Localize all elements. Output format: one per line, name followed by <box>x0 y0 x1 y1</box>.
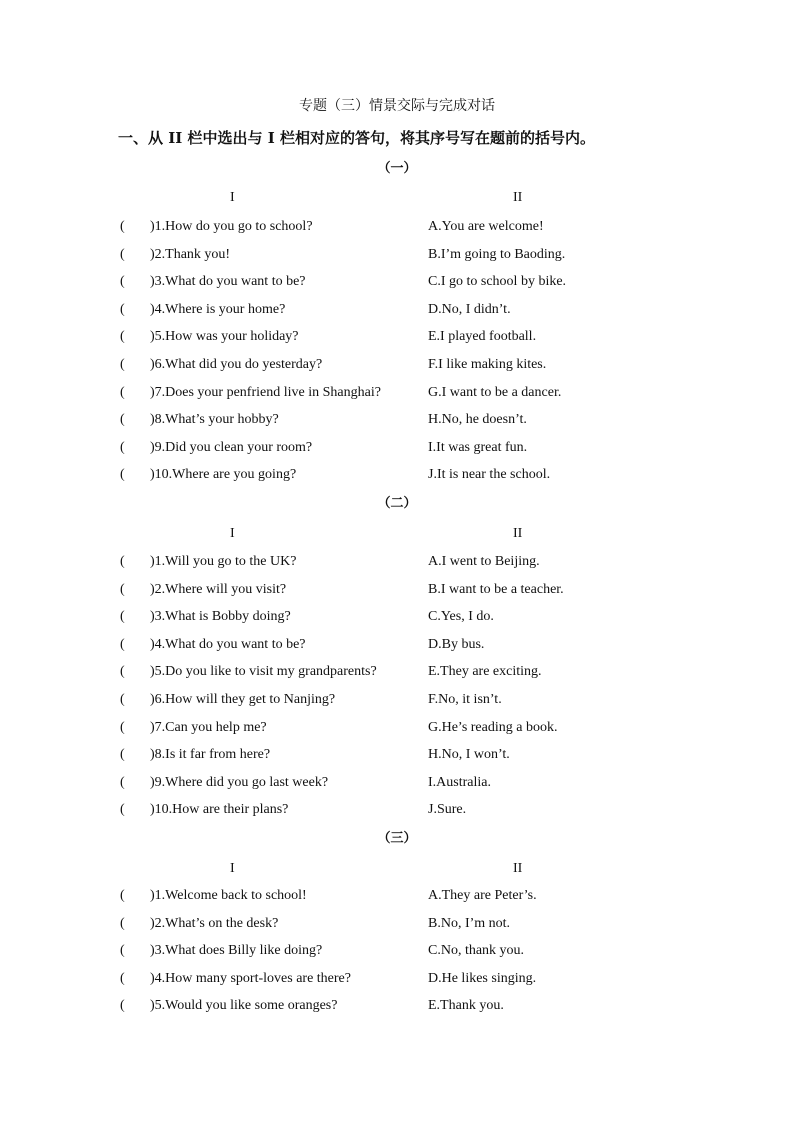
answer-option-text: B.I’m going to Baoding. <box>428 247 566 262</box>
question-text: )5.Would you like some oranges? <box>150 998 338 1013</box>
answer-option-text: I.Australia. <box>428 775 491 790</box>
answer-blank-bracket: ( <box>120 802 125 817</box>
answer-blank-bracket: ( <box>120 998 125 1013</box>
question-text: )7.Can you help me? <box>150 720 267 735</box>
matching-row <box>0 438 794 458</box>
question-text: )3.What does Billy like doing? <box>150 943 323 958</box>
matching-row <box>0 745 794 765</box>
column-header-i: I <box>230 526 235 541</box>
matching-row <box>0 800 794 820</box>
answer-option-text: C.No, thank you. <box>428 943 525 958</box>
matching-row <box>0 941 794 961</box>
column-header-i: I <box>230 861 235 876</box>
question-text: )8.What’s your hobby? <box>150 412 279 427</box>
answer-option-text: D.By bus. <box>428 637 485 652</box>
question-text: )2.What’s on the desk? <box>150 916 279 931</box>
answer-blank-bracket: ( <box>120 692 125 707</box>
answer-blank-bracket: ( <box>120 609 125 624</box>
answer-blank-bracket: ( <box>120 943 125 958</box>
answer-option-text: F.I like making kites. <box>428 357 547 372</box>
question-text: )1.How do you go to school? <box>150 219 313 234</box>
question-text: )2.Where will you visit? <box>150 582 287 597</box>
matching-row <box>0 355 794 375</box>
answer-blank-bracket: ( <box>120 747 125 762</box>
question-text: )1.Welcome back to school! <box>150 888 307 903</box>
matching-row <box>0 300 794 320</box>
matching-row <box>0 914 794 934</box>
answer-option-text: E.They are exciting. <box>428 664 542 679</box>
answer-blank-bracket: ( <box>120 554 125 569</box>
answer-blank-bracket: ( <box>120 274 125 289</box>
answer-option-text: J.Sure. <box>428 802 467 817</box>
question-text: )5.Do you like to visit my grandparents? <box>150 664 377 679</box>
question-text: )6.What did you do yesterday? <box>150 357 323 372</box>
answer-blank-bracket: ( <box>120 412 125 427</box>
answer-option-text: D.No, I didn’t. <box>428 302 511 317</box>
answer-option-text: E.Thank you. <box>428 998 504 1013</box>
answer-blank-bracket: ( <box>120 440 125 455</box>
question-text: )7.Does your penfriend live in Shanghai? <box>150 385 381 400</box>
answer-blank-bracket: ( <box>120 302 125 317</box>
answer-blank-bracket: ( <box>120 720 125 735</box>
section-label: （三） <box>377 831 417 846</box>
matching-row <box>0 690 794 710</box>
matching-row <box>0 773 794 793</box>
answer-option-text: C.I go to school by bike. <box>428 274 567 289</box>
answer-option-text: A.They are Peter’s. <box>428 888 537 903</box>
page-title: 专题（三）情景交际与完成对话 <box>299 98 495 114</box>
question-text: )4.What do you want to be? <box>150 637 306 652</box>
matching-row <box>0 886 794 906</box>
answer-blank-bracket: ( <box>120 582 125 597</box>
column-header-ii: II <box>513 861 523 876</box>
answer-option-text: A.You are welcome! <box>428 219 544 234</box>
answer-option-text: E.I played football. <box>428 329 537 344</box>
answer-blank-bracket: ( <box>120 385 125 400</box>
matching-row <box>0 607 794 627</box>
question-text: )3.What is Bobby doing? <box>150 609 291 624</box>
matching-row <box>0 580 794 600</box>
answer-blank-bracket: ( <box>120 247 125 262</box>
answer-option-text: H.No, I won’t. <box>428 747 510 762</box>
answer-blank-bracket: ( <box>120 916 125 931</box>
answer-blank-bracket: ( <box>120 775 125 790</box>
matching-row <box>0 383 794 403</box>
answer-blank-bracket: ( <box>120 357 125 372</box>
matching-row <box>0 410 794 430</box>
question-text: )6.How will they get to Nanjing? <box>150 692 336 707</box>
matching-row <box>0 662 794 682</box>
answer-blank-bracket: ( <box>120 888 125 903</box>
answer-blank-bracket: ( <box>120 219 125 234</box>
answer-option-text: J.It is near the school. <box>428 467 551 482</box>
section-label: （一） <box>377 161 417 176</box>
question-text: )8.Is it far from here? <box>150 747 271 762</box>
answer-option-text: A.I went to Beijing. <box>428 554 540 569</box>
column-header-ii: II <box>513 526 523 541</box>
question-text: )3.What do you want to be? <box>150 274 306 289</box>
question-text: )10.How are their plans? <box>150 802 289 817</box>
question-text: )5.How was your holiday? <box>150 329 299 344</box>
question-text: )2.Thank you! <box>150 247 231 262</box>
column-header-ii: II <box>513 190 523 205</box>
question-text: )10.Where are you going? <box>150 467 297 482</box>
question-text: )4.How many sport-loves are there? <box>150 971 351 986</box>
answer-option-text: H.No, he doesn’t. <box>428 412 527 427</box>
matching-row <box>0 635 794 655</box>
matching-row <box>0 327 794 347</box>
column-header-i: I <box>230 190 235 205</box>
matching-row <box>0 552 794 572</box>
question-text: )9.Where did you go last week? <box>150 775 329 790</box>
matching-row <box>0 465 794 485</box>
question-text: )4.Where is your home? <box>150 302 286 317</box>
answer-blank-bracket: ( <box>120 329 125 344</box>
question-text: )9.Did you clean your room? <box>150 440 313 455</box>
answer-option-text: C.Yes, I do. <box>428 609 494 624</box>
answer-blank-bracket: ( <box>120 971 125 986</box>
matching-row <box>0 245 794 265</box>
answer-option-text: F.No, it isn’t. <box>428 692 502 707</box>
answer-option-text: G.I want to be a dancer. <box>428 385 562 400</box>
answer-option-text: B.I want to be a teacher. <box>428 582 564 597</box>
matching-row <box>0 272 794 292</box>
instruction: 一、从 II 栏中选出与 I 栏相对应的答句，将其序号写在题前的括号内。 <box>118 129 595 147</box>
answer-blank-bracket: ( <box>120 637 125 652</box>
answer-option-text: G.He’s reading a book. <box>428 720 558 735</box>
question-text: )1.Will you go to the UK? <box>150 554 297 569</box>
matching-row <box>0 217 794 237</box>
answer-blank-bracket: ( <box>120 467 125 482</box>
answer-blank-bracket: ( <box>120 664 125 679</box>
matching-row <box>0 996 794 1016</box>
answer-option-text: I.It was great fun. <box>428 440 528 455</box>
section-label: （二） <box>377 496 417 511</box>
matching-row <box>0 969 794 989</box>
answer-option-text: D.He likes singing. <box>428 971 537 986</box>
matching-row <box>0 718 794 738</box>
answer-option-text: B.No, I’m not. <box>428 916 511 931</box>
